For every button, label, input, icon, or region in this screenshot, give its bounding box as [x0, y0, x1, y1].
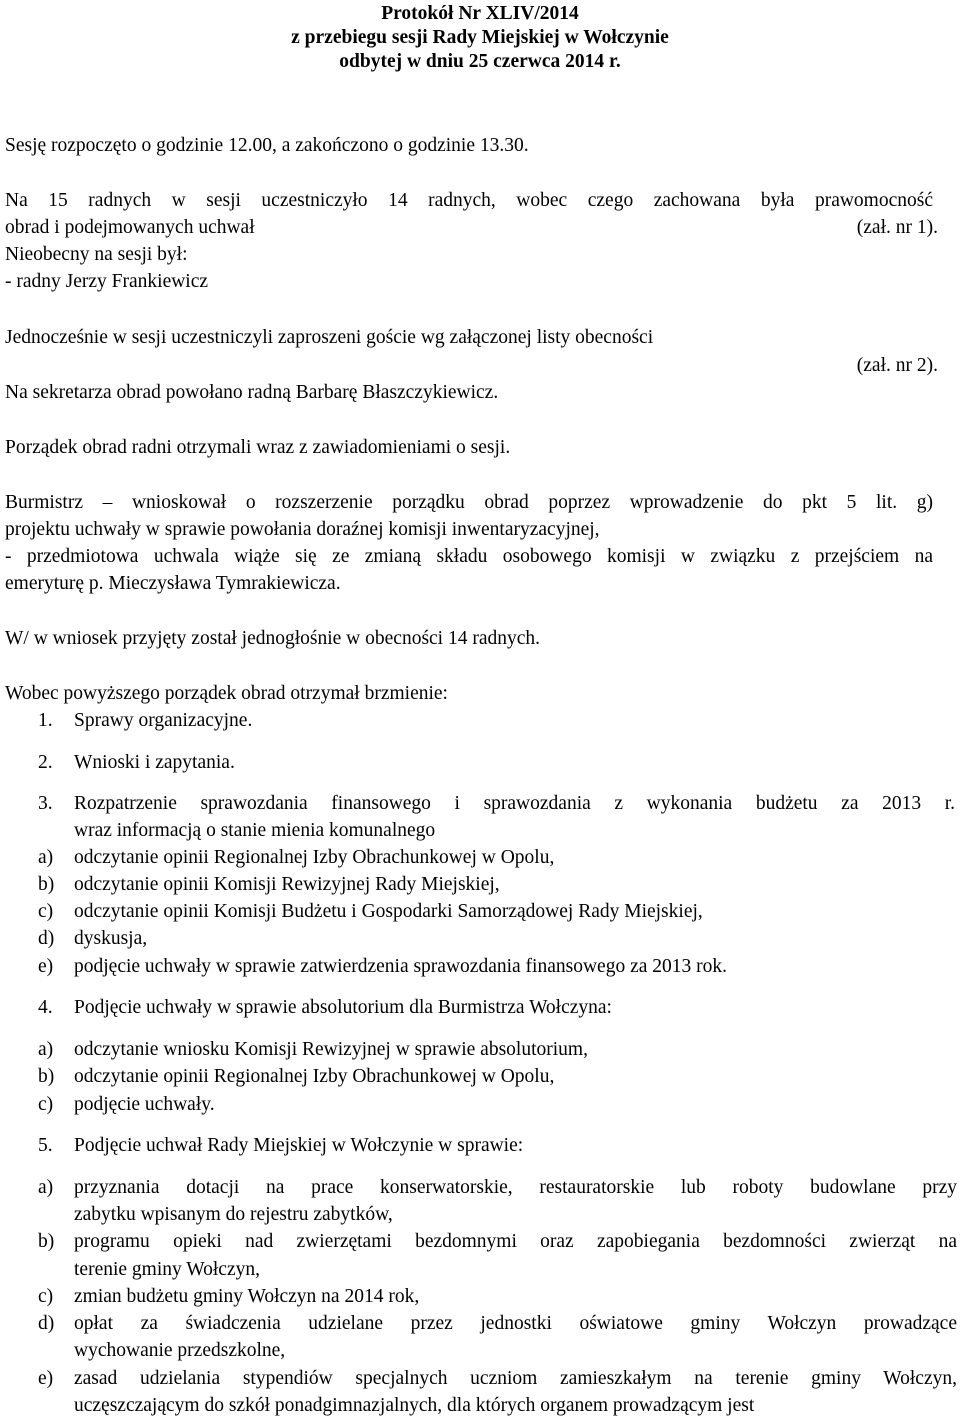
motion-line-3: - przedmiotowa uchwala wiąże się ze zmianą składu osobowego komisji w związku z przejściem na	[5, 546, 933, 567]
session-time: Sesję rozpoczęto o godzinie 12.00, a zakończono o godzinie 13.30.	[5, 135, 529, 156]
agenda-item-2-text: Wnioski i zapytania.	[74, 752, 235, 773]
agenda-3b-text: odczytanie opinii Komisji Rewizyjnej Rady Miejskiej,	[74, 874, 500, 895]
agenda-3d-text: dyskusja,	[74, 928, 148, 949]
protocol-title: Protokół Nr XLIV/2014	[381, 3, 579, 24]
agenda-5a-text-cont: zabytku wpisanym do rejestru zabytków,	[74, 1204, 393, 1225]
agenda-4a-text: odczytanie wniosku Komisji Rewizyjnej w sprawie absolutorium,	[74, 1039, 588, 1060]
protocol-subtitle: z przebiegu sesji Rady Miejskiej w Wołczynie	[291, 27, 669, 48]
agenda-item-3-text-cont: wraz informacją o stanie mienia komunalnego	[74, 820, 436, 841]
agenda-4a-mark: a)	[38, 1039, 54, 1060]
agenda-5a-mark: a)	[38, 1177, 54, 1198]
agenda-3e-text: podjęcie uchwały w sprawie zatwierdzenia sprawozdania finansowego za 2013 rok.	[74, 956, 727, 977]
agenda-3b-mark: b)	[38, 874, 55, 895]
vote-line: W/ w wniosek przyjęty został jednogłośnie w obecności 14 radnych.	[5, 628, 541, 649]
agenda-5d-mark: d)	[38, 1313, 55, 1334]
quorum-line-1: Na 15 radnych w sesji uczestniczyło 14 radnych, wobec czego zachowana była prawomocność	[5, 190, 933, 211]
agenda-4b-mark: b)	[38, 1066, 55, 1087]
agenda-item-3-text: Rozpatrzenie sprawozdania finansowego i sprawozdania z wykonania budżetu za 2013 r.	[74, 793, 955, 814]
agenda-5e-text-cont: uczęszczającym do szkół ponadgimnazjalnych, dla których organem prowadzącym jest	[74, 1395, 755, 1416]
agenda-5d-text: opłat za świadczenia udzielane przez jednostki oświatowe gminy Wołczyn prowadzące	[74, 1313, 957, 1334]
motion-line-2: projektu uchwały w sprawie powołania doraźnej komisji inwentaryzacyjnej,	[5, 519, 600, 540]
agenda-5b-mark: b)	[38, 1231, 55, 1252]
agenda-item-3-number: 3.	[38, 793, 53, 814]
secretary-line: Na sekretarza obrad powołano radną Barbarę Błaszczykiewicz.	[5, 382, 499, 403]
agenda-5e-mark: e)	[38, 1368, 54, 1389]
agenda-item-4-text: Podjęcie uchwały w sprawie absolutorium dla Burmistrza Wołczyna:	[74, 997, 612, 1018]
motion-line-4: emeryturę p. Mieczysława Tymrakiewicza.	[5, 573, 341, 594]
agenda-5a-text: przyznania dotacji na prace konserwatorskie, restauratorskie lub roboty budowlane przy	[74, 1177, 957, 1198]
agenda-4b-text: odczytanie opinii Regionalnej Izby Obrachunkowej w Opolu,	[74, 1066, 555, 1087]
agenda-item-5-text: Podjęcie uchwał Rady Miejskiej w Wołczynie w sprawie:	[74, 1135, 524, 1156]
agenda-3a-mark: a)	[38, 847, 54, 868]
agenda-item-2-number: 2.	[38, 752, 53, 773]
agenda-3c-mark: c)	[38, 901, 54, 922]
agenda-5b-text: programu opieki nad zwierzętami bezdomnymi oraz zapobiegania bezdomności zwierząt na	[74, 1231, 957, 1252]
agenda-item-1-number: 1.	[38, 710, 53, 731]
quorum-attachment-ref: (zał. nr 1).	[856, 217, 938, 238]
agenda-3c-text: odczytanie opinii Komisji Budżetu i Gospodarki Samorządowej Rady Miejskiej,	[74, 901, 703, 922]
agenda-4c-mark: c)	[38, 1094, 54, 1115]
agenda-3e-mark: e)	[38, 956, 54, 977]
protocol-date: odbytej w dniu 25 czerwca 2014 r.	[339, 51, 621, 72]
agenda-item-5-number: 5.	[38, 1135, 53, 1156]
agenda-item-1-text: Sprawy organizacyjne.	[74, 710, 253, 731]
agenda-3d-mark: d)	[38, 928, 55, 949]
agenda-item-4-number: 4.	[38, 997, 53, 1018]
agenda-5c-mark: c)	[38, 1286, 54, 1307]
absent-label: Nieobecny na sesji był:	[5, 244, 188, 265]
agenda-4c-text: podjęcie uchwały.	[74, 1094, 215, 1115]
guests-attachment-ref: (zał. nr 2).	[856, 355, 938, 376]
absent-person: - radny Jerzy Frankiewicz	[5, 271, 209, 292]
agenda-5c-text: zmian budżetu gminy Wołczyn na 2014 rok,	[74, 1286, 420, 1307]
agenda-5b-text-cont: terenie gminy Wołczyn,	[74, 1259, 260, 1280]
agenda-5e-text: zasad udzielania stypendiów specjalnych uczniom zamieszkałym na terenie gminy Wołczyn,	[74, 1368, 957, 1389]
motion-line-1: Burmistrz – wnioskował o rozszerzenie porządku obrad poprzez wprowadzenie do pkt 5 lit. g)	[5, 492, 933, 513]
guests-line: Jednocześnie w sesji uczestniczyli zaproszeni goście wg załączonej listy obecności	[5, 327, 654, 348]
agenda-3a-text: odczytanie opinii Regionalnej Izby Obrachunkowej w Opolu,	[74, 847, 555, 868]
agenda-intro: Wobec powyższego porządek obrad otrzymał brzmienie:	[5, 683, 448, 704]
agenda-received-line: Porządek obrad radni otrzymali wraz z zawiadomieniami o sesji.	[5, 437, 511, 458]
agenda-5d-text-cont: wychowanie przedszkolne,	[74, 1340, 286, 1361]
quorum-line-2: obrad i podejmowanych uchwał	[5, 217, 255, 238]
